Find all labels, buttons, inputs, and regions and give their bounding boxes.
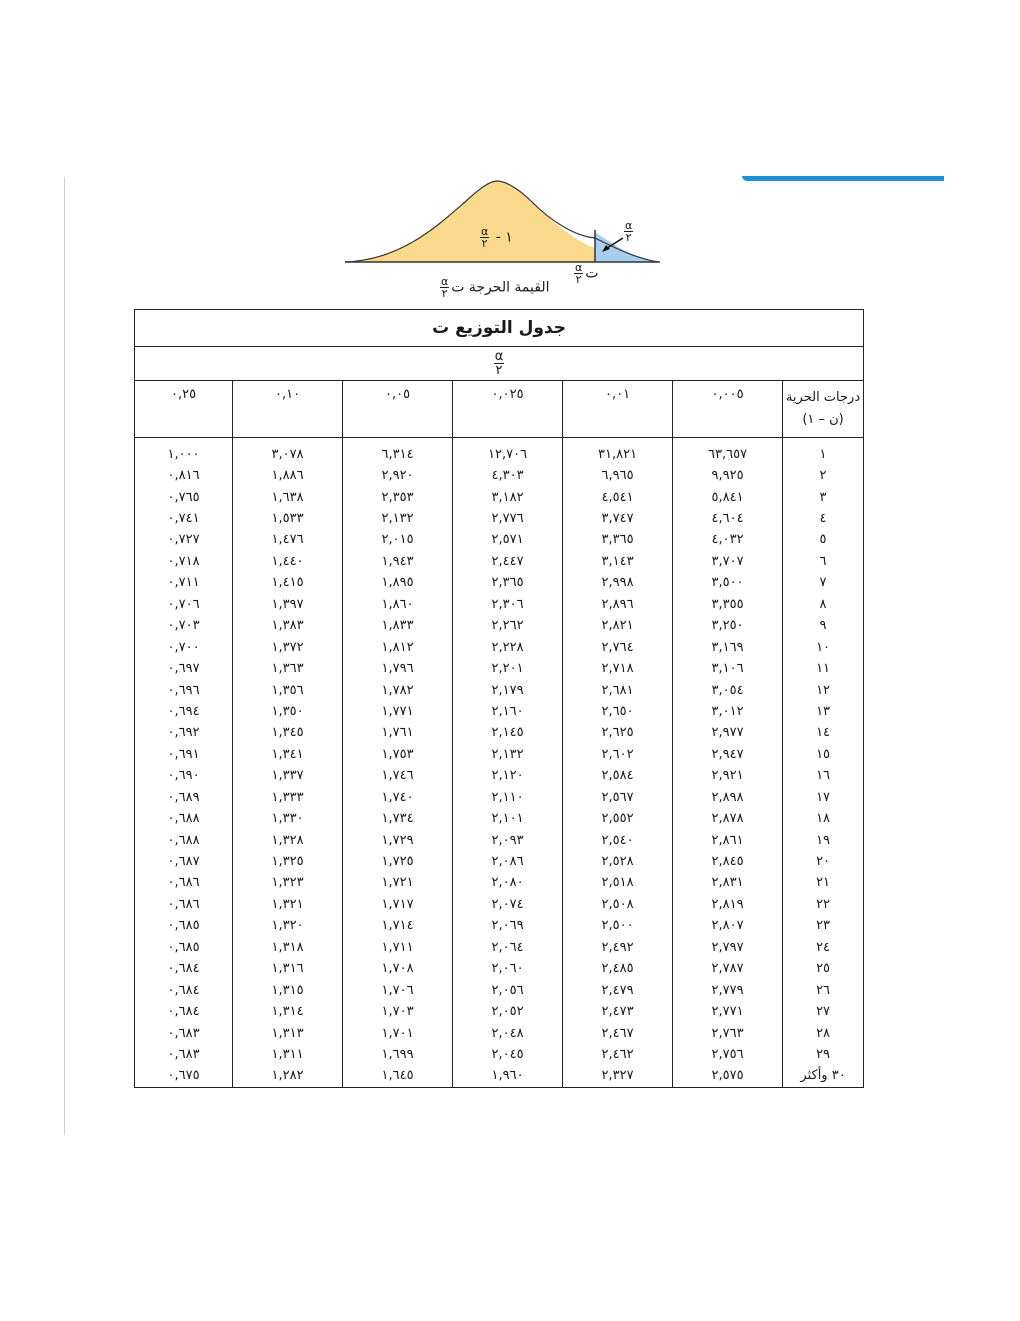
table-row bbox=[135, 616, 864, 637]
critical-value-cell: ٢,٦٨١ bbox=[563, 680, 673, 701]
critical-value-cell: ٢,٥٧٥ bbox=[673, 1066, 783, 1088]
critical-value-cell: ٢,٧٦٣ bbox=[673, 1023, 783, 1044]
df-cell: ٢٨ bbox=[783, 1023, 864, 1044]
critical-value-cell: ٢,٨٩٦ bbox=[563, 594, 673, 615]
critical-value-cell: ٠,٦٨٨ bbox=[135, 830, 233, 851]
table-row bbox=[135, 808, 864, 829]
table-row bbox=[135, 658, 864, 679]
critical-value-cell: ١,٧٠٣ bbox=[343, 1001, 453, 1022]
critical-value-cell: ٢,٩٩٨ bbox=[563, 573, 673, 594]
table-row bbox=[135, 980, 864, 1001]
critical-value-cell: ٩,٩٢٥ bbox=[673, 465, 783, 486]
table-row bbox=[135, 851, 864, 872]
critical-value-cell: ٢,٧٨٧ bbox=[673, 959, 783, 980]
df-cell: ١٨ bbox=[783, 808, 864, 829]
df-cell: ٥ bbox=[783, 530, 864, 551]
critical-value-cell: ٣,٣٦٥ bbox=[563, 530, 673, 551]
critical-value-cell: ١,٦٤٥ bbox=[343, 1066, 453, 1088]
critical-value-cell: ١,٣٩٧ bbox=[233, 594, 343, 615]
critical-value-cell: ٣,٠٥٤ bbox=[673, 680, 783, 701]
critical-value-cell: ٢,١١٠ bbox=[453, 787, 563, 808]
critical-value-cell: ٢,٨٤٥ bbox=[673, 851, 783, 872]
critical-value-cell: ٢,٥١٨ bbox=[563, 873, 673, 894]
critical-value-cell: ٣,٧٠٧ bbox=[673, 551, 783, 572]
critical-value-cell: ٠,٦٨٣ bbox=[135, 1023, 233, 1044]
critical-value-cell: ١,٨٦٠ bbox=[343, 594, 453, 615]
critical-value-cell: ١,٧٥٣ bbox=[343, 744, 453, 765]
df-cell: ١١ bbox=[783, 658, 864, 679]
critical-value-cell: ٢,٤٧٣ bbox=[563, 1001, 673, 1022]
critical-value-cell: ٣,١٦٩ bbox=[673, 637, 783, 658]
critical-value-cell: ١,٣١٦ bbox=[233, 959, 343, 980]
alpha-column-header: ٠,٠٠٥ bbox=[673, 381, 783, 438]
critical-value-cell: ٢,٠٥٦ bbox=[453, 980, 563, 1001]
critical-value-cell: ٢,٠٦٤ bbox=[453, 937, 563, 958]
critical-value-cell: ٢,٣٠٦ bbox=[453, 594, 563, 615]
critical-value-cell: ٠,٦٩٠ bbox=[135, 766, 233, 787]
critical-value-cell: ٣,١٤٣ bbox=[563, 551, 673, 572]
header-accent-bar bbox=[742, 176, 944, 181]
critical-value-cell: ٠,٦٨٣ bbox=[135, 1044, 233, 1065]
alpha-half-header: $\frac{\alpha}{٢}$ bbox=[135, 347, 864, 381]
table-row bbox=[135, 680, 864, 701]
critical-value-cell: ٢,٨٩٨ bbox=[673, 787, 783, 808]
critical-value-cell: ٢,٨٦١ bbox=[673, 830, 783, 851]
table-title: جدول التوزيع ت bbox=[135, 310, 864, 347]
bell-curve-graphic bbox=[340, 178, 670, 268]
critical-value-cell: ١,٤٧٦ bbox=[233, 530, 343, 551]
alpha-column-header: ٠,٢٥ bbox=[135, 381, 233, 438]
critical-value-cell: ١,٨٣٣ bbox=[343, 616, 453, 637]
critical-value-cell: ٢,٨٠٧ bbox=[673, 916, 783, 937]
critical-value-cell: ٦,٣١٤ bbox=[343, 444, 453, 465]
table-row bbox=[135, 873, 864, 894]
critical-value-cell: ٢,٥٧١ bbox=[453, 530, 563, 551]
df-cell: ١٢ bbox=[783, 680, 864, 701]
critical-value-cell: ١,٧١٤ bbox=[343, 916, 453, 937]
critical-value-cell: ٢,٢٠١ bbox=[453, 658, 563, 679]
critical-value-cell: ٣,٧٤٧ bbox=[563, 508, 673, 529]
critical-value-cell: ١,٣١٨ bbox=[233, 937, 343, 958]
critical-value-cell: ٢,٥٥٢ bbox=[563, 808, 673, 829]
critical-value-cell: ٢,٩٧٧ bbox=[673, 723, 783, 744]
critical-value-cell: ١٢,٧٠٦ bbox=[453, 444, 563, 465]
critical-value-cell: ١,٣٢٣ bbox=[233, 873, 343, 894]
df-cell: ٢٣ bbox=[783, 916, 864, 937]
table-row bbox=[135, 530, 864, 551]
table-row bbox=[135, 959, 864, 980]
table-row bbox=[135, 1066, 864, 1088]
critical-value-cell: ٢,٦٥٠ bbox=[563, 701, 673, 722]
critical-value-cell: ٣١,٨٢١ bbox=[563, 444, 673, 465]
critical-value-cell: ١,٣٢١ bbox=[233, 894, 343, 915]
critical-value-cell: ١,٣١٤ bbox=[233, 1001, 343, 1022]
table-row bbox=[135, 701, 864, 722]
critical-value-cell: ٢,٣٦٥ bbox=[453, 573, 563, 594]
critical-value-cell: ١,٣٣٧ bbox=[233, 766, 343, 787]
df-cell: ٩ bbox=[783, 616, 864, 637]
df-cell: ١٧ bbox=[783, 787, 864, 808]
critical-value-cell: ٠,٦٩٦ bbox=[135, 680, 233, 701]
df-cell: ٧ bbox=[783, 573, 864, 594]
critical-value-cell: ٠,٧٦٥ bbox=[135, 487, 233, 508]
critical-value-cell: ٢,٤٦٢ bbox=[563, 1044, 673, 1065]
table-row bbox=[135, 787, 864, 808]
critical-value-cell: ٢,١٠١ bbox=[453, 808, 563, 829]
critical-value-cell: ٠,٦٨٦ bbox=[135, 873, 233, 894]
critical-value-cell: ٠,٦٩٤ bbox=[135, 701, 233, 722]
critical-value-cell: ١,٧٢٥ bbox=[343, 851, 453, 872]
critical-value-cell: ٢,٣٢٧ bbox=[563, 1066, 673, 1088]
critical-value-cell: ١,٣٤٥ bbox=[233, 723, 343, 744]
critical-value-cell: ٠,٨١٦ bbox=[135, 465, 233, 486]
critical-value-cell: ٢,٥٠٨ bbox=[563, 894, 673, 915]
df-column-header: درجات الحرية (ن – ١) bbox=[783, 381, 864, 438]
curve-body-area bbox=[345, 181, 595, 262]
critical-value-cell: ٠,٦٩١ bbox=[135, 744, 233, 765]
critical-value-cell: ٠,٧٠٠ bbox=[135, 637, 233, 658]
critical-value-cell: ٣,٠١٢ bbox=[673, 701, 783, 722]
df-cell: ٨ bbox=[783, 594, 864, 615]
table-row bbox=[135, 894, 864, 915]
critical-value-cell: ٢,٩٤٧ bbox=[673, 744, 783, 765]
critical-value-cell: ٠,٦٨٤ bbox=[135, 980, 233, 1001]
critical-value-cell: ٠,٦٩٢ bbox=[135, 723, 233, 744]
critical-value-cell: ٢,٥٠٠ bbox=[563, 916, 673, 937]
page-margin-rule bbox=[64, 177, 65, 1135]
critical-value-cell: ٠,٦٨٤ bbox=[135, 959, 233, 980]
critical-value-cell: ١,٨٩٥ bbox=[343, 573, 453, 594]
critical-value-cell: ١,٧٧١ bbox=[343, 701, 453, 722]
critical-value-cell: ٤,٥٤١ bbox=[563, 487, 673, 508]
critical-value-cell: ١,٣١٣ bbox=[233, 1023, 343, 1044]
df-cell: ٢٢ bbox=[783, 894, 864, 915]
body-area-label: ١ - $\frac{\alpha}{٢}$ bbox=[481, 225, 513, 250]
t-distribution-figure bbox=[340, 178, 670, 268]
df-cell: ١٠ bbox=[783, 637, 864, 658]
critical-value-cell: ١,٠٠٠ bbox=[135, 444, 233, 465]
critical-value-cell: ٢,١٣٢ bbox=[343, 508, 453, 529]
critical-value-cell: ٦,٩٦٥ bbox=[563, 465, 673, 486]
critical-value-cell: ٣,٣٥٥ bbox=[673, 594, 783, 615]
critical-value-cell: ٣,١٨٢ bbox=[453, 487, 563, 508]
df-cell: ٢٦ bbox=[783, 980, 864, 1001]
critical-value-cell: ٢,١٦٠ bbox=[453, 701, 563, 722]
critical-value-cell: ٢,٠١٥ bbox=[343, 530, 453, 551]
df-cell: ٢٩ bbox=[783, 1044, 864, 1065]
critical-value-cell: ٢,٣٥٣ bbox=[343, 487, 453, 508]
critical-value-cell: ٢,٤٦٧ bbox=[563, 1023, 673, 1044]
df-cell: ١ bbox=[783, 444, 864, 465]
critical-value-cell: ٠,٧٠٦ bbox=[135, 594, 233, 615]
alpha-column-header: ٠,٠١ bbox=[563, 381, 673, 438]
critical-value-cell: ٤,٦٠٤ bbox=[673, 508, 783, 529]
critical-value-cell: ٠,٧١٨ bbox=[135, 551, 233, 572]
critical-value-cell: ٢,٨٣١ bbox=[673, 873, 783, 894]
df-cell: ٦ bbox=[783, 551, 864, 572]
critical-value-cell: ١,٣٢٥ bbox=[233, 851, 343, 872]
critical-value-cell: ٦٣,٦٥٧ bbox=[673, 444, 783, 465]
critical-value-cell: ٢,٥٤٠ bbox=[563, 830, 673, 851]
critical-value-cell: ٢,٢٢٨ bbox=[453, 637, 563, 658]
critical-value-cell: ٠,٧٤١ bbox=[135, 508, 233, 529]
table-row bbox=[135, 744, 864, 765]
critical-value-cell: ١,٤٤٠ bbox=[233, 551, 343, 572]
t-distribution-table bbox=[134, 309, 864, 1088]
critical-value-cell: ٣,٠٧٨ bbox=[233, 444, 343, 465]
critical-value-cell: ٢,٧٧٦ bbox=[453, 508, 563, 529]
table-row bbox=[135, 465, 864, 486]
df-cell: ٢ bbox=[783, 465, 864, 486]
critical-value-cell: ٢,١٢٠ bbox=[453, 766, 563, 787]
critical-value-cell: ٢,٧١٨ bbox=[563, 658, 673, 679]
critical-value-cell: ٢,٥٨٤ bbox=[563, 766, 673, 787]
critical-value-cell: ٢,٧٥٦ bbox=[673, 1044, 783, 1065]
critical-value-cell: ١,٧١٧ bbox=[343, 894, 453, 915]
critical-value-cell: ١,٣٥٦ bbox=[233, 680, 343, 701]
critical-value-cell: ٢,٠٥٢ bbox=[453, 1001, 563, 1022]
critical-value-cell: ١,٧١١ bbox=[343, 937, 453, 958]
critical-value-cell: ٢,١٤٥ bbox=[453, 723, 563, 744]
critical-value-cell: ١,٧٤٠ bbox=[343, 787, 453, 808]
critical-value-cell: ١,٥٣٣ bbox=[233, 508, 343, 529]
critical-value-cell: ١,٧٢١ bbox=[343, 873, 453, 894]
critical-value-cell: ٠,٦٨٧ bbox=[135, 851, 233, 872]
critical-value-cell: ٤,٣٠٣ bbox=[453, 465, 563, 486]
critical-value-cell: ٢,٠٨٦ bbox=[453, 851, 563, 872]
critical-value-cell: ١,٧٢٩ bbox=[343, 830, 453, 851]
critical-value-cell: ١,٣٣٣ bbox=[233, 787, 343, 808]
table-row bbox=[135, 1001, 864, 1022]
df-cell: ٣ bbox=[783, 487, 864, 508]
df-cell: ٢٧ bbox=[783, 1001, 864, 1022]
critical-value-cell: ٢,٨٢١ bbox=[563, 616, 673, 637]
critical-value-cell: ٢,٠٤٨ bbox=[453, 1023, 563, 1044]
critical-value-cell: ٤,٠٣٢ bbox=[673, 530, 783, 551]
table-body bbox=[135, 444, 864, 1088]
critical-value-cell: ١,٣١١ bbox=[233, 1044, 343, 1065]
critical-value-label: ت $\frac{\alpha}{٢}$ bbox=[575, 261, 599, 286]
critical-value-caption: القيمة الحرجة ت $\frac{\alpha}{٢}$ bbox=[441, 275, 550, 300]
critical-value-cell: ٢,٥٦٧ bbox=[563, 787, 673, 808]
critical-value-cell: ٢,٨١٩ bbox=[673, 894, 783, 915]
critical-value-cell: ١,٦٣٨ bbox=[233, 487, 343, 508]
table-row bbox=[135, 508, 864, 529]
table-row bbox=[135, 766, 864, 787]
critical-value-cell: ٣,٢٥٠ bbox=[673, 616, 783, 637]
critical-value-cell: ٢,٧٧٩ bbox=[673, 980, 783, 1001]
critical-value-cell: ٢,٤٧٩ bbox=[563, 980, 673, 1001]
alpha-column-header: ٠,٠٢٥ bbox=[453, 381, 563, 438]
table-row bbox=[135, 573, 864, 594]
table-row bbox=[135, 830, 864, 851]
critical-value-cell: ٠,٦٧٥ bbox=[135, 1066, 233, 1088]
df-cell: ٢١ bbox=[783, 873, 864, 894]
critical-value-cell: ١,٧٠٨ bbox=[343, 959, 453, 980]
critical-value-cell: ١,٣٢٨ bbox=[233, 830, 343, 851]
critical-value-cell: ٠,٦٩٧ bbox=[135, 658, 233, 679]
df-cell: ٣٠ وأكثر bbox=[783, 1066, 864, 1088]
critical-value-cell: ٢,١٣٢ bbox=[453, 744, 563, 765]
critical-value-cell: ٢,٠٦٠ bbox=[453, 959, 563, 980]
critical-value-cell: ٢,٤٤٧ bbox=[453, 551, 563, 572]
critical-value-cell: ٢,٠٩٣ bbox=[453, 830, 563, 851]
critical-value-cell: ١,٣٥٠ bbox=[233, 701, 343, 722]
tail-area-label: $\frac{\alpha}{٢}$ bbox=[625, 219, 633, 244]
critical-value-cell: ١,٩٤٣ bbox=[343, 551, 453, 572]
table-row bbox=[135, 1023, 864, 1044]
df-cell: ٢٤ bbox=[783, 937, 864, 958]
critical-value-cell: ٢,٦٠٢ bbox=[563, 744, 673, 765]
critical-value-cell: ٠,٦٨٦ bbox=[135, 894, 233, 915]
critical-value-cell: ٢,٠٤٥ bbox=[453, 1044, 563, 1065]
critical-value-cell: ١,٧٩٦ bbox=[343, 658, 453, 679]
df-cell: ٢٠ bbox=[783, 851, 864, 872]
critical-value-cell: ٢,٠٦٩ bbox=[453, 916, 563, 937]
critical-value-cell: ١,٧٣٤ bbox=[343, 808, 453, 829]
alpha-column-header: ٠,٠٥ bbox=[343, 381, 453, 438]
df-cell: ١٣ bbox=[783, 701, 864, 722]
critical-value-cell: ٢,٦٢٥ bbox=[563, 723, 673, 744]
critical-value-cell: ١,٧٠٦ bbox=[343, 980, 453, 1001]
df-cell: ١٤ bbox=[783, 723, 864, 744]
critical-value-cell: ١,٤١٥ bbox=[233, 573, 343, 594]
critical-value-cell: ٣,١٠٦ bbox=[673, 658, 783, 679]
critical-value-cell: ٣,٥٠٠ bbox=[673, 573, 783, 594]
critical-value-cell: ١,٣١٥ bbox=[233, 980, 343, 1001]
critical-value-cell: ١,٣٣٠ bbox=[233, 808, 343, 829]
critical-value-cell: ١,٩٦٠ bbox=[453, 1066, 563, 1088]
critical-value-cell: ١,٧٨٢ bbox=[343, 680, 453, 701]
table-row bbox=[135, 1044, 864, 1065]
critical-value-cell: ٠,٦٨٥ bbox=[135, 937, 233, 958]
critical-value-cell: ٢,٩٢١ bbox=[673, 766, 783, 787]
critical-value-cell: ١,٧٦١ bbox=[343, 723, 453, 744]
critical-value-cell: ١,٣٤١ bbox=[233, 744, 343, 765]
critical-value-cell: ١,٣٧٢ bbox=[233, 637, 343, 658]
critical-value-cell: ١,٣٦٣ bbox=[233, 658, 343, 679]
critical-value-cell: ٢,٤٩٢ bbox=[563, 937, 673, 958]
critical-value-cell: ١,٢٨٢ bbox=[233, 1066, 343, 1088]
critical-value-cell: ٠,٧١١ bbox=[135, 573, 233, 594]
critical-value-cell: ١,٣٨٣ bbox=[233, 616, 343, 637]
critical-value-cell: ٠,٦٨٥ bbox=[135, 916, 233, 937]
table-row bbox=[135, 723, 864, 744]
critical-value-cell: ٢,٠٨٠ bbox=[453, 873, 563, 894]
critical-value-cell: ٢,١٧٩ bbox=[453, 680, 563, 701]
table-row bbox=[135, 444, 864, 465]
critical-value-cell: ٢,٠٧٤ bbox=[453, 894, 563, 915]
critical-value-cell: ٢,٧٧١ bbox=[673, 1001, 783, 1022]
critical-value-cell: ٠,٧٢٧ bbox=[135, 530, 233, 551]
df-cell: ٢٥ bbox=[783, 959, 864, 980]
critical-value-cell: ٠,٦٨٤ bbox=[135, 1001, 233, 1022]
table-row bbox=[135, 937, 864, 958]
table-row bbox=[135, 594, 864, 615]
df-cell: ١٥ bbox=[783, 744, 864, 765]
critical-value-cell: ١,٣٢٠ bbox=[233, 916, 343, 937]
critical-value-cell: ٢,٩٢٠ bbox=[343, 465, 453, 486]
critical-value-cell: ٠,٦٨٨ bbox=[135, 808, 233, 829]
critical-value-cell: ٢,٥٢٨ bbox=[563, 851, 673, 872]
critical-value-cell: ٢,٤٨٥ bbox=[563, 959, 673, 980]
critical-value-cell: ٢,٧٩٧ bbox=[673, 937, 783, 958]
table-row bbox=[135, 551, 864, 572]
critical-value-cell: ٥,٨٤١ bbox=[673, 487, 783, 508]
table-row bbox=[135, 916, 864, 937]
critical-value-cell: ٠,٦٨٩ bbox=[135, 787, 233, 808]
alpha-column-header: ٠,١٠ bbox=[233, 381, 343, 438]
critical-value-cell: ١,٧٤٦ bbox=[343, 766, 453, 787]
table-row bbox=[135, 487, 864, 508]
critical-value-cell: ٢,٧٦٤ bbox=[563, 637, 673, 658]
critical-value-cell: ٢,٢٦٢ bbox=[453, 616, 563, 637]
critical-value-cell: ١,٦٩٩ bbox=[343, 1044, 453, 1065]
critical-value-cell: ٠,٧٠٣ bbox=[135, 616, 233, 637]
critical-value-cell: ٢,٨٧٨ bbox=[673, 808, 783, 829]
df-cell: ١٦ bbox=[783, 766, 864, 787]
critical-value-cell: ١,٧٠١ bbox=[343, 1023, 453, 1044]
critical-value-cell: ١,٨٨٦ bbox=[233, 465, 343, 486]
table-row bbox=[135, 637, 864, 658]
df-cell: ١٩ bbox=[783, 830, 864, 851]
df-cell: ٤ bbox=[783, 508, 864, 529]
critical-value-cell: ١,٨١٢ bbox=[343, 637, 453, 658]
